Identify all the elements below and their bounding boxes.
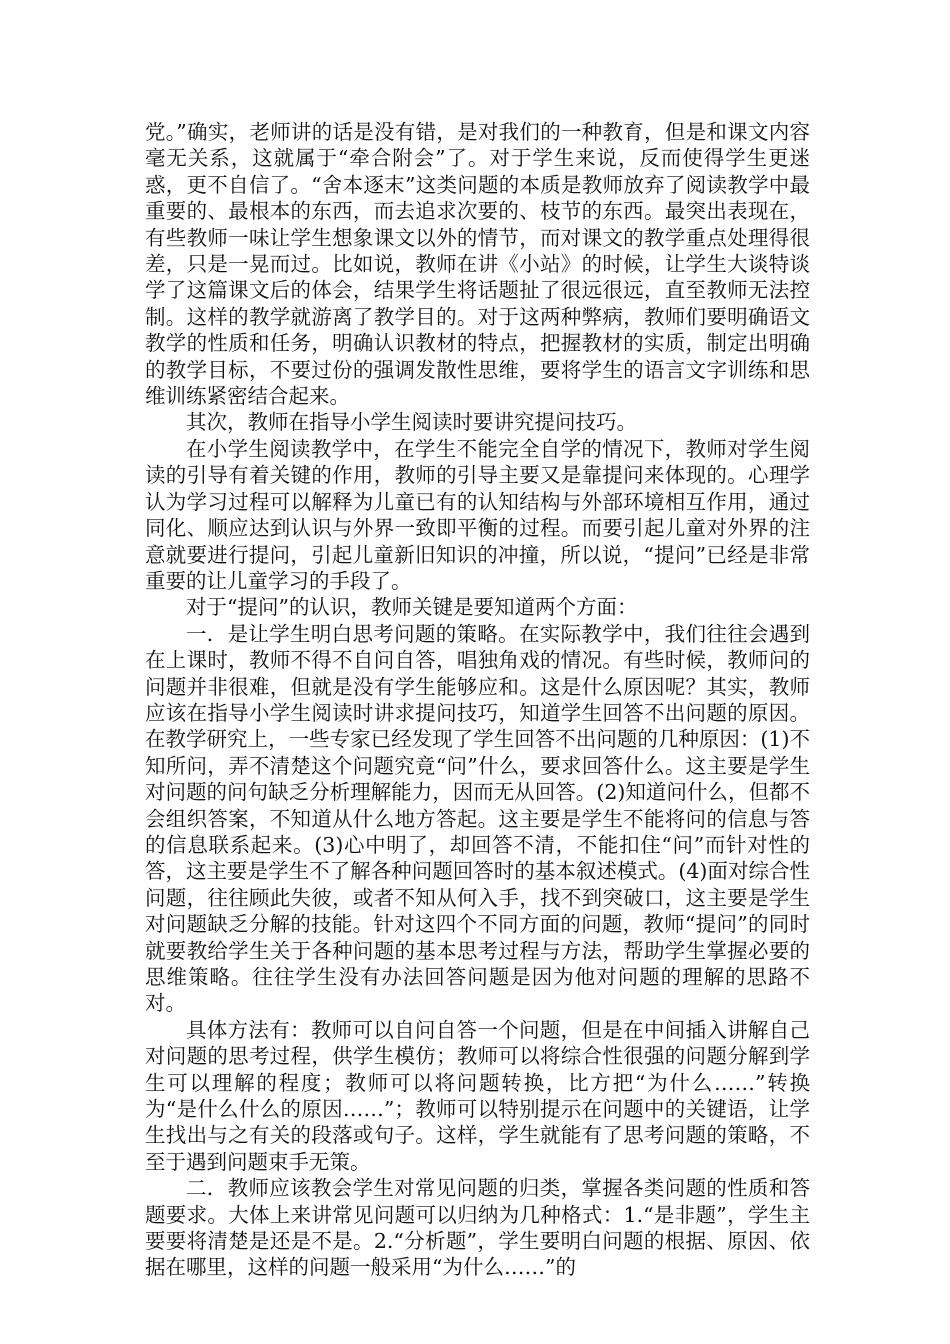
paragraph-3: 在小学生阅读教学中，在学生不能完全自学的情况下，教师对学生阅读的引导有着关键的作用，教师的引导主要又是靠提问来体现的。心理学认为学习过程可以解释为儿童已有的认知结构与外部环境相互作用，通过同化、顺应达到认识与外界一致即平衡的过程。而要引起儿童对外界的注意就要进行提问，引起儿童新旧知识的冲撞，所以说，“提问”已经是非常重要的让儿童学习的手段了。 (145, 436, 810, 593)
paragraph-1: 党。”确实，老师讲的话是没有错，是对我们的一种教育，但是和课文内容毫无关系，这就属于“牵合附会”了。对于学生来说，反而使得学生更迷惑，更不自信了。“舍本逐末”这类问题的本质是教师放弃了阅读教学中最重要的、最根本的东西，而去追求次要的、枝节的东西。最突出表现在，有些教师一味让学生想象课文以外的情节，而对课文的教学重点处理得很差，只是一晃而过。比如说，教师在讲《小站》的时候，让学生大谈特谈学了这篇课文后的体会，结果学生将话题扯了很远很远，直至教师无法控制。这样的教学就游离了教学目的。对于这两种弊病，教师们要明确语文教学的性质和任务，明确认识教材的特点，把握教材的实质，制定出明确的教学目标，不要过份的强调发散性思维，要将学生的语言文字训练和思维训练紧密结合起来。 (145, 120, 810, 409)
paragraph-7: 二．教师应该教会学生对常见问题的归类，掌握各类问题的性质和答题要求。大体上来讲常见问题可以归纳为几种格式：1.“是非题”，学生主要要将清楚是还是不是。2.“分析题”，学生要明白问题的根据、原因、依据在哪里，这样的问题一般采用“为什么……”的 (145, 1176, 810, 1280)
paragraph-2: 其次，教师在指导小学生阅读时要讲究提问技巧。 (186, 410, 637, 435)
paragraph-5: 一．是让学生明白思考问题的策略。在实际教学中，我们往往会遇到在上课时，教师不得不自问自答，唱独角戏的情况。有些时候，教师问的问题并非很难，但就是没有学生能够应和。这是什么原因呢？其实，教师应该在指导小学生阅读时讲求提问技巧，知道学生回答不出问题的原因。在教学研究上，一些专家已经发现了学生回答不出问题的几种原因：(1)不知所问，弄不清楚这个问题究竟“问”什么，要求回答什么。这主要是学生对问题的问句缺乏分析理解能力，因而无从回答。(2)知道问什么，但都不会组织答案，不知道从什么地方答起。这主要是学生不能将问的信息与答的信息联系起来。(3)心中明了，却回答不清，不能扣住“问”而针对性的答，这主要是学生不了解各种问题回答时的基本叙述模式。(4)面对综合性问题，往往顾此失彼，或者不知从何入手，找不到突破口，这主要是学生对问题缺乏分解的技能。针对这四个不同方面的问题，教师“提问”的同时就要教给学生关于各种问题的基本思考过程与方法，帮助学生掌握必要的思维策略。往往学生没有办法回答问题是因为他对问题的理解的思路不对。 (145, 621, 810, 1016)
document-body (145, 119, 810, 1281)
paragraph-4: 对于“提问”的认识，教师关键是要知道两个方面： (186, 595, 638, 620)
paragraph-6: 具体方法有：教师可以自问自答一个问题，但是在中间插入讲解自己对问题的思考过程，供学生模仿；教师可以将综合性很强的问题分解到学生可以理解的程度；教师可以将问题转换，比方把“为什么……”转换为“是什么什么的原因……”；教师可以特别提示在问题中的关键语，让学生找出与之有关的段落或句子。这样，学生就能有了思考问题的策略，不至于遇到问题束手无策。 (145, 1017, 810, 1174)
